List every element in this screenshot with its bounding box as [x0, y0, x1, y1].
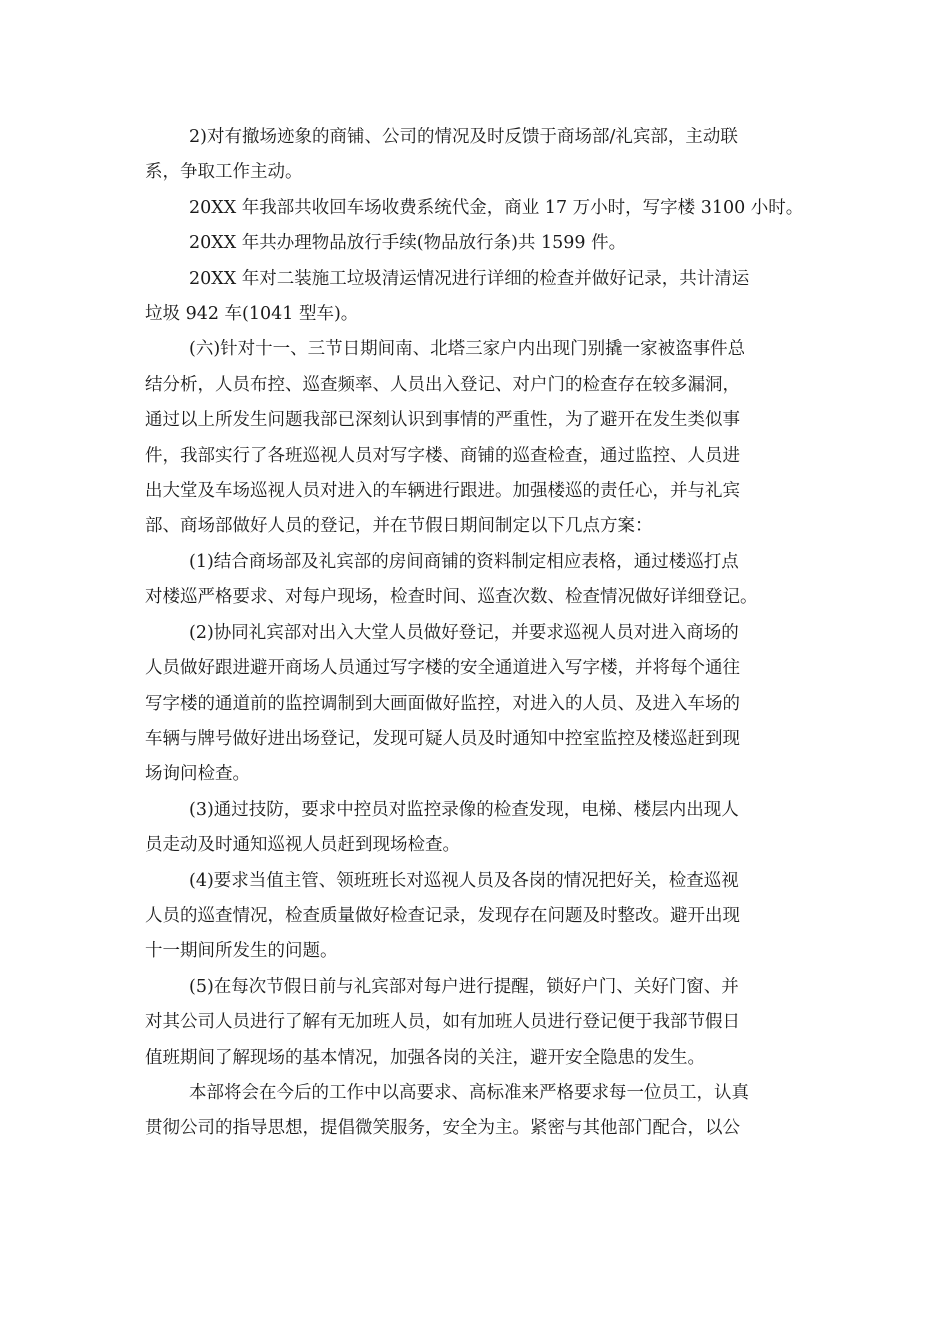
paragraph	[145, 793, 810, 864]
text-line: 系，争取工作主动。	[145, 162, 303, 183]
text-line: 件，我部实行了各班巡视人员对写字楼、商铺的巡查检查，通过监控、人员进	[145, 445, 740, 466]
text-line: (3)通过技防，要求中控员对监控录像的检查发现，电梯、楼层内出现人	[189, 799, 739, 820]
text-line: (六)针对十一、三节日期间南、北塔三家户内出现门别撬一家被盗事件总	[189, 339, 746, 360]
text-line: 20XX 年共办理物品放行手续(物品放行条)共 1599 件。	[189, 233, 627, 254]
text-line: 垃圾 942 车(1041 型车)。	[145, 304, 359, 325]
text-line: (4)要求当值主管、领班班长对巡视人员及各岗的情况把好关，检查巡视	[189, 870, 739, 891]
text-line: (2)协同礼宾部对出入大堂人员做好登记，并要求巡视人员对进入商场的	[189, 622, 739, 643]
text-line: 部、商场部做好人员的登记，并在节假日期间制定以下几点方案：	[145, 516, 653, 537]
text-line: 写字楼的通道前的监控调制到大画面做好监控，对进入的人员、及进入车场的	[145, 693, 740, 714]
text-line: 通过以上所发生问题我部已深刻认识到事情的严重性，为了避开在发生类似事	[145, 410, 740, 431]
text-line: 人员做好跟进避开商场人员通过写字楼的安全通道进入写字楼，并将每个通往	[145, 658, 740, 679]
paragraph	[145, 262, 810, 333]
text-line: 20XX 年对二装施工垃圾清运情况进行详细的检查并做好记录，共计清运	[189, 268, 750, 289]
document-body	[145, 120, 810, 1147]
paragraph	[145, 545, 810, 616]
text-line: 对其公司人员进行了解有无加班人员，如有加班人员进行登记便于我部节假日	[145, 1012, 740, 1033]
text-line: 贯彻公司的指导思想，提倡微笑服务，安全为主。紧密与其他部门配合，以公	[145, 1118, 740, 1139]
text-line: 本部将会在今后的工作中以高要求、高标准来严格要求每一位员工，认真	[189, 1082, 749, 1103]
paragraph	[145, 970, 810, 1076]
text-line: (1)结合商场部及礼宾部的房间商铺的资料制定相应表格，通过楼巡打点	[189, 551, 739, 572]
paragraph	[145, 332, 810, 544]
paragraph	[145, 616, 810, 793]
paragraph	[145, 120, 810, 191]
text-line: 员走动及时通知巡视人员赶到现场检查。	[145, 835, 460, 856]
paragraph	[145, 191, 810, 226]
text-line: 车辆与牌号做好进出场登记，发现可疑人员及时通知中控室监控及楼巡赶到现	[145, 728, 740, 749]
paragraph	[145, 864, 810, 970]
paragraph	[145, 1076, 810, 1147]
text-line: (5)在每次节假日前与礼宾部对每户进行提醒，锁好户门、关好门窗、并	[189, 976, 739, 997]
text-line: 人员的巡查情况，检查质量做好检查记录，发现存在问题及时整改。避开出现	[145, 905, 740, 926]
text-line: 十一期间所发生的问题。	[145, 941, 338, 962]
text-line: 2)对有撤场迹象的商铺、公司的情况及时反馈于商场部/礼宾部，主动联	[189, 127, 738, 147]
paragraph	[145, 226, 810, 261]
text-line: 场询问检查。	[145, 764, 250, 785]
text-line: 20XX 年我部共收回车场收费系统代金，商业 17 万小时，写字楼 3100 小时。	[189, 197, 804, 218]
text-line: 结分析，人员布控、巡查频率、人员出入登记、对户门的检查存在较多漏洞，	[145, 374, 740, 395]
text-line: 对楼巡严格要求、对每户现场，检查时间、巡查次数、检查情况做好详细登记。	[145, 587, 758, 608]
text-line: 出大堂及车场巡视人员对进入的车辆进行跟进。加强楼巡的责任心，并与礼宾	[145, 481, 740, 502]
text-line: 值班期间了解现场的基本情况，加强各岗的关注，避开安全隐患的发生。	[145, 1047, 705, 1068]
